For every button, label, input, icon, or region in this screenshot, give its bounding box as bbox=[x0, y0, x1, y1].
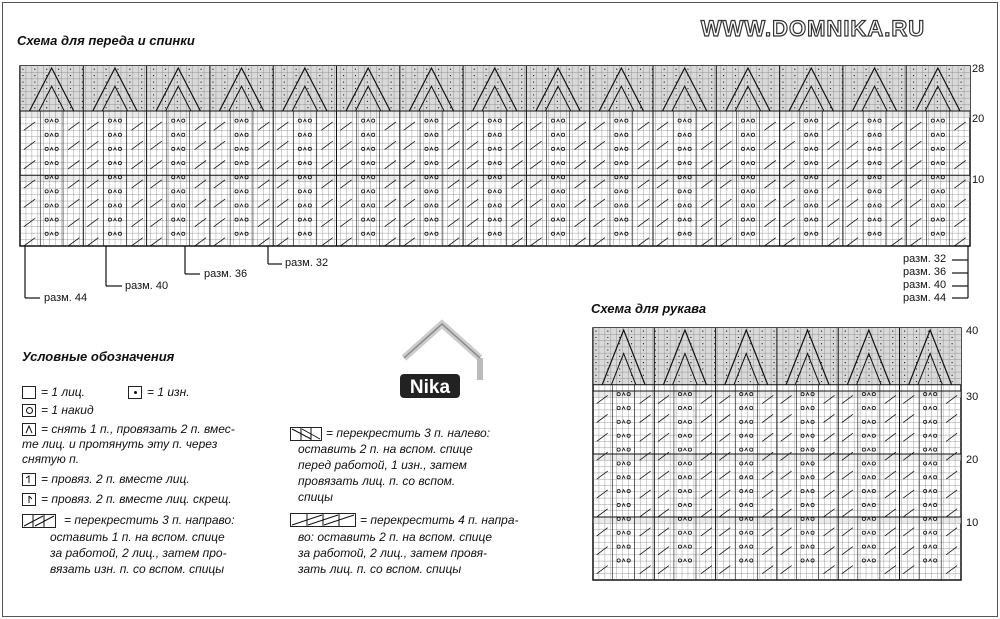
legend-cross-4-right-1: = перекрестить 4 п. напра- bbox=[360, 513, 519, 527]
legend-cross-3-left-3: перед работой, 1 изн., затем bbox=[298, 458, 467, 472]
size-label-right-40: разм. 40 bbox=[903, 279, 947, 291]
legend-knit: = 1 лиц. bbox=[41, 385, 85, 399]
legend-double-decrease-1: = снять 1 п., провязать 2 п. вмес- bbox=[41, 422, 235, 436]
legend-cross-3-left-4: провязать лиц. п. со вспом. bbox=[298, 474, 456, 488]
legend-cross-4-right-4: зать лиц. п. со вспом. спицы bbox=[298, 562, 462, 576]
legend-title: Условные обозначения bbox=[22, 349, 175, 364]
nika-logo-mark bbox=[396, 318, 492, 410]
size-label-right-32: разм. 32 bbox=[903, 253, 947, 265]
k2tog-tbl-symbol-icon bbox=[22, 493, 36, 506]
cross-3-left-symbol-icon bbox=[290, 427, 322, 441]
sleeve-row-number-20: 20 bbox=[966, 454, 979, 466]
row-number-20: 20 bbox=[972, 113, 985, 125]
nika-logo-text: Nika bbox=[409, 377, 451, 398]
legend-cross-4-right-3: за работой, 2 лиц., затем провя- bbox=[298, 546, 487, 560]
knit-symbol-icon bbox=[22, 386, 36, 399]
size-label-right-44: разм. 44 bbox=[903, 292, 947, 304]
watermark-label: WWW.DOMNIKA.RU bbox=[700, 16, 926, 41]
size-label-36: разм. 36 bbox=[204, 268, 248, 280]
legend-cross-3-right-1: = перекрестить 3 п. направо: bbox=[64, 513, 235, 527]
legend-cross-3-left-1: = перекрестить 3 п. налево: bbox=[326, 426, 491, 440]
sleeve-row-number-40: 40 bbox=[966, 325, 979, 337]
legend-k2tog: = провяз. 2 п. вместе лиц. bbox=[41, 472, 190, 486]
front-back-chart-title: Схема для переда и спинки bbox=[17, 33, 195, 48]
purl-symbol-icon bbox=[128, 386, 142, 399]
cross-4-right-symbol-icon bbox=[290, 513, 356, 527]
legend-cross-3-right-3: за работой, 2 лиц., затем про- bbox=[50, 546, 227, 560]
sleeve-chart-title: Схема для рукава bbox=[591, 301, 707, 316]
legend-double-decrease-2: те лиц. и протянуть эту п. через bbox=[22, 437, 218, 451]
nika-logo bbox=[396, 318, 492, 410]
double-decrease-symbol-icon bbox=[22, 423, 36, 436]
size-label-right-36: разм. 36 bbox=[903, 266, 947, 278]
legend-purl: = 1 изн. bbox=[147, 385, 190, 399]
k2tog-symbol-icon bbox=[22, 473, 36, 486]
legend-cross-3-right-4: вязать изн. п. со вспом. спицы bbox=[50, 562, 225, 576]
size-label-32: разм. 32 bbox=[285, 257, 329, 269]
row-number-10: 10 bbox=[972, 174, 985, 186]
legend-double-decrease-3: снятую п. bbox=[22, 452, 80, 466]
legend-cross-3-right-2: оставить 1 п. на вспом. спице bbox=[50, 530, 225, 544]
sleeve-row-number-10: 10 bbox=[966, 517, 979, 529]
size-label-40: разм. 40 bbox=[125, 280, 169, 292]
cross-3-right-symbol-icon bbox=[22, 514, 56, 528]
legend-cross-3-left-5: спицы bbox=[298, 490, 333, 504]
legend-yarn-over: = 1 накид bbox=[41, 403, 94, 417]
legend-cross-4-right-2: во: оставить 2 п. на вспом. спице bbox=[298, 530, 493, 544]
size-label-44: разм. 44 bbox=[44, 292, 88, 304]
sleeve-chart bbox=[593, 328, 961, 580]
legend-k2tog-tbl: = провяз. 2 п. вместе лиц. скрещ. bbox=[41, 492, 232, 506]
yarn-over-symbol-icon bbox=[22, 404, 36, 417]
sleeve-row-number-30: 30 bbox=[966, 391, 979, 403]
row-number-28: 28 bbox=[972, 63, 985, 75]
legend-cross-3-left-2: оставить 2 п. на вспом. спице bbox=[298, 442, 473, 456]
